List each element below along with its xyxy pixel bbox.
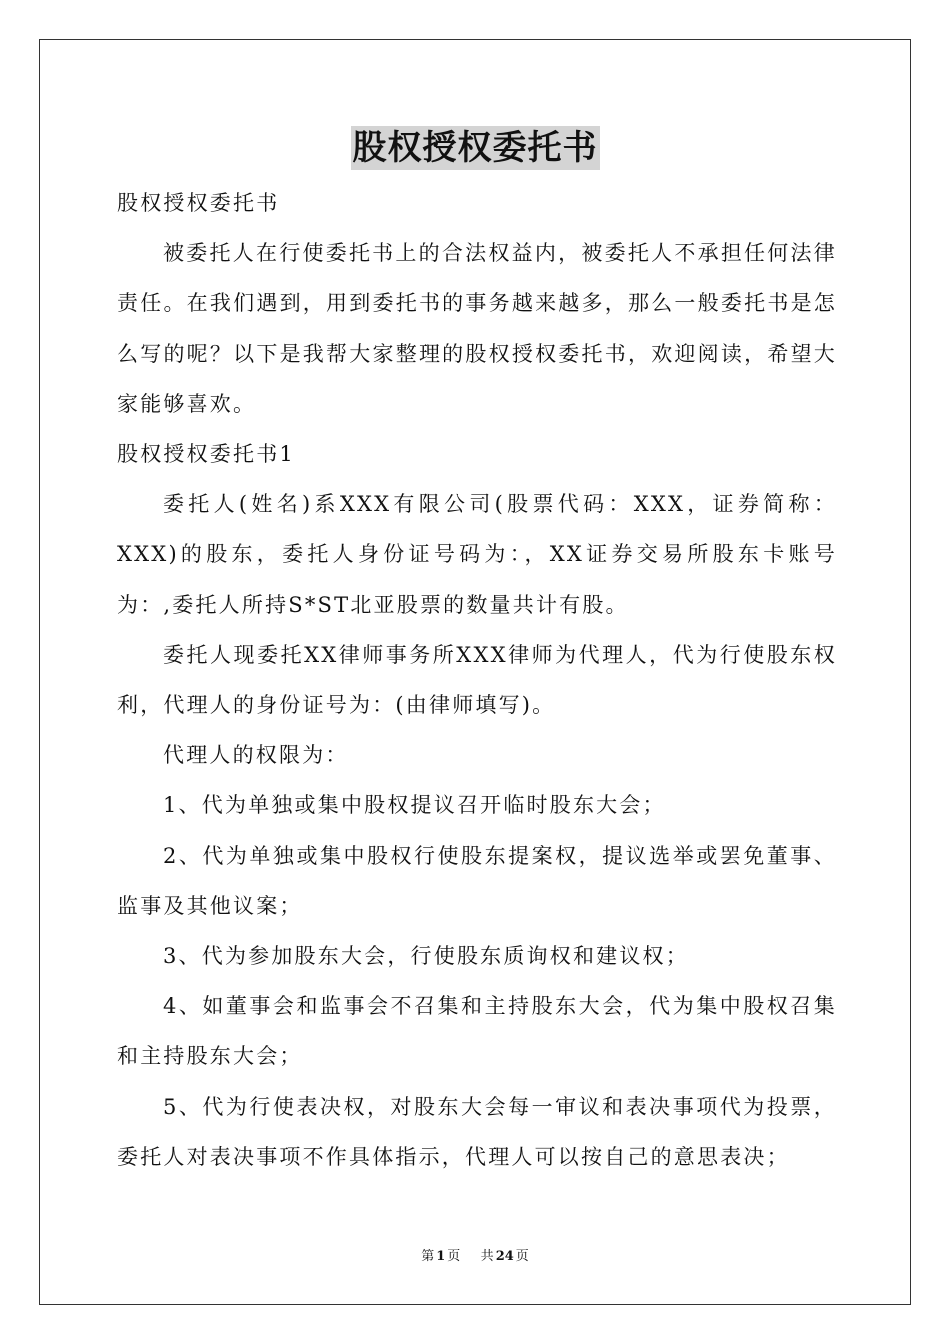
page-total: 共 24 页 (480, 1249, 529, 1264)
document-title: 股权授权委托书 (352, 128, 598, 168)
body-paragraph: 4、如董事会和监事会不召集和主持股东大会，代为集中股权召集和主持股东大会； (117, 994, 837, 1069)
document-body (117, 178, 837, 1182)
body-paragraph: 2、代为单独或集中股权行使股东提案权，提议选举或罢免董事、监事及其他议案； (117, 843, 837, 918)
body-paragraph: 股权授权委托书 (117, 191, 280, 215)
body-paragraph: 1、代为单独或集中股权提议召开临时股东大会； (163, 793, 666, 818)
body-paragraph: 3、代为参加股东大会，行使股东质询权和建议权； (163, 944, 689, 969)
body-paragraph: 5、代为行使表决权，对股东大会每一审议和表决事项代为投票，委托人对表决事项不作具体指示，代理人可以按自己的意思表决； (117, 1094, 837, 1169)
body-paragraph: 股权授权委托书1 (117, 442, 295, 467)
body-paragraph: 委托人(姓名)系XXX有限公司(股票代码：XXX，证券简称：XXX)的股东，委托人身份证号码为：，XX证券交易所股东卡账号为：,委托人所持S*ST北亚股票的数量共计有股。 (117, 492, 837, 617)
title-container (0, 126, 950, 170)
body-paragraph: 代理人的权限为： (163, 743, 349, 768)
page-footer (0, 1245, 950, 1264)
body-paragraph: 被委托人在行使委托书上的合法权益内，被委托人不承担任何法律责任。在我们遇到，用到委托书的事务越来越多，那么一般委托书是怎么写的呢？以下是我帮大家整理的股权授权委托书，欢迎阅读，希望大家能够喜欢。 (117, 241, 837, 416)
page-number: 第 1 页 (421, 1249, 461, 1264)
body-paragraph: 委托人现委托XX律师事务所XXX律师为代理人，代为行使股东权利，代理人的身份证号为：(由律师填写)。 (117, 642, 837, 718)
